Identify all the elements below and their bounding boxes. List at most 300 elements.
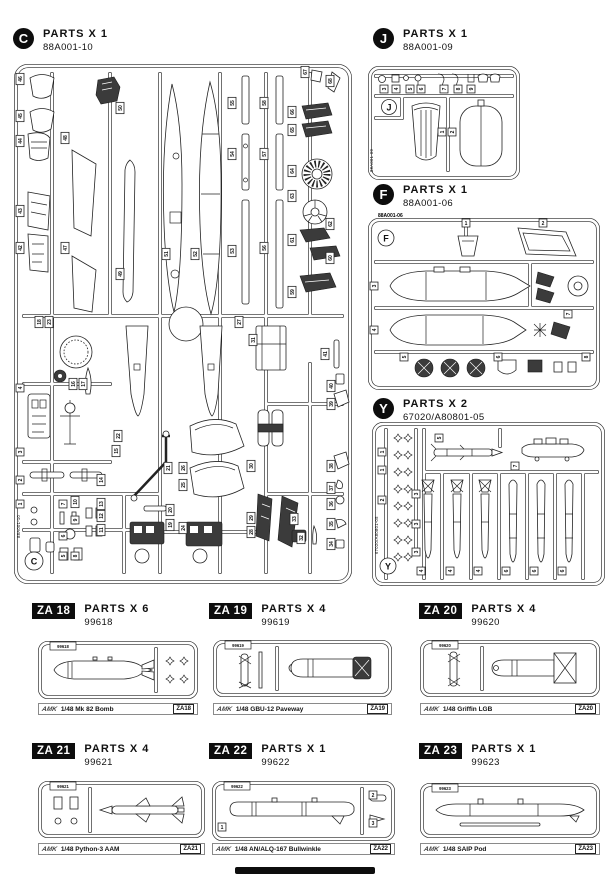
part-number-label [378, 496, 386, 504]
za18-badge: ZA 18 [32, 603, 75, 619]
part-number-label [582, 353, 590, 361]
za21-caption [38, 843, 205, 855]
part-number-label [166, 504, 174, 515]
svg-text:3: 3 [414, 522, 420, 526]
svg-text:48: 48 [63, 135, 69, 141]
svg-text:52: 52 [193, 251, 199, 257]
part-number-label [260, 97, 268, 108]
sprue-f-diagram [368, 210, 600, 390]
part-number-label [369, 791, 377, 799]
part-number-label [412, 520, 420, 528]
svg-text:16: 16 [71, 381, 77, 387]
part-number-label [321, 348, 329, 359]
svg-text:55: 55 [230, 100, 236, 106]
svg-text:13: 13 [99, 501, 105, 507]
fuel-tank-part [390, 315, 526, 345]
svg-text:65: 65 [290, 127, 296, 133]
svg-text:47: 47 [63, 245, 69, 251]
svg-text:2: 2 [541, 221, 545, 227]
brand-logo: AMK [215, 845, 232, 853]
part-number-label [164, 462, 172, 473]
za22-parts-count: PARTS X 1 [261, 743, 327, 755]
za20-badge: ZA 20 [419, 603, 462, 619]
part-number-label [116, 102, 124, 113]
sprue-j-letter: J [386, 102, 392, 113]
part-number-label [288, 190, 296, 201]
part-number-label [260, 148, 268, 159]
za18-frame-code: 99618 [57, 644, 69, 649]
za21-header [32, 743, 149, 769]
part-number-label [16, 135, 24, 146]
svg-text:60: 60 [328, 255, 334, 261]
svg-text:3: 3 [382, 87, 388, 91]
fuel-tank-part [390, 271, 530, 301]
sprue-j-edge-code: 88A001-09 [369, 148, 374, 172]
part-number-label [162, 248, 170, 259]
svg-text:51: 51 [164, 251, 170, 257]
part-number-label [400, 353, 408, 361]
part-number-label [446, 567, 454, 575]
part-number-label [191, 248, 199, 259]
svg-text:43: 43 [18, 208, 24, 214]
svg-text:19: 19 [168, 522, 174, 528]
svg-text:7: 7 [442, 87, 448, 91]
svg-text:9: 9 [73, 518, 79, 522]
za20-parts-count: PARTS X 4 [471, 603, 537, 615]
sprue-y-badge: Y [373, 398, 394, 419]
za22-frame-code: 99622 [231, 784, 243, 789]
za23-parts-count: PARTS X 1 [471, 743, 537, 755]
svg-text:12: 12 [99, 513, 105, 519]
part-number-label [61, 242, 69, 253]
svg-text:7: 7 [61, 502, 67, 506]
za19-tag: ZA19 [367, 704, 388, 714]
svg-text:56: 56 [262, 245, 268, 251]
part-number-label [166, 519, 174, 530]
sprue-j-badge: J [373, 28, 394, 49]
air-scoop-part [30, 75, 54, 99]
spine-part [123, 160, 135, 302]
part-number-label [438, 128, 446, 136]
svg-text:6: 6 [532, 569, 538, 573]
brand-logo: AMK [216, 705, 233, 713]
part-number-label [327, 538, 335, 549]
za20-diagram [420, 640, 600, 697]
part-number-label [16, 110, 24, 121]
za21-parts-count: PARTS X 4 [84, 743, 150, 755]
part-number-label [288, 234, 296, 245]
za18-parts-count: PARTS X 6 [84, 603, 150, 615]
svg-text:7: 7 [566, 312, 572, 316]
za22-weapon-name: 1/48 AN/ALQ-167 Bullwinkle [234, 845, 321, 853]
svg-text:59: 59 [290, 289, 296, 295]
sprue-j-code: 88A001-09 [403, 42, 454, 53]
sprue-j-header [373, 28, 468, 54]
svg-text:29: 29 [249, 515, 255, 521]
part-number-label [16, 205, 24, 216]
za22-badge: ZA 22 [209, 743, 252, 759]
svg-text:10: 10 [73, 499, 79, 505]
part-number-label [16, 384, 24, 392]
part-number-label [228, 245, 236, 256]
svg-text:49: 49 [118, 271, 124, 277]
svg-text:37: 37 [329, 485, 335, 491]
part-number-label [218, 823, 226, 831]
svg-text:27: 27 [237, 319, 243, 325]
za18-diagram [38, 641, 198, 699]
svg-text:66: 66 [290, 109, 296, 115]
svg-text:3: 3 [414, 492, 420, 496]
za22-tag: ZA22 [370, 844, 391, 854]
air-scoop-part [30, 109, 54, 133]
part-number-label [378, 448, 386, 456]
za19-caption [213, 703, 392, 715]
svg-text:41: 41 [323, 351, 329, 357]
part-number-label [79, 378, 87, 389]
za20-caption [420, 703, 600, 715]
part-number-label [539, 219, 547, 227]
svg-text:11: 11 [99, 527, 105, 533]
za23-weapon-name: 1/48 SAIP Pod [442, 845, 487, 853]
part-number-label [59, 532, 67, 540]
svg-text:2: 2 [371, 793, 375, 799]
svg-text:8: 8 [456, 87, 462, 91]
part-number-label [288, 165, 296, 176]
part-number-label [97, 510, 105, 521]
part-number-label [59, 500, 67, 508]
za18-header [32, 603, 149, 629]
page-footer-bar [235, 867, 375, 874]
sprue-j-parts-count: PARTS X 1 [403, 28, 469, 40]
za21-diagram [38, 781, 205, 838]
part-number-label [16, 242, 24, 253]
sprue-y-diagram [372, 422, 605, 586]
part-number-label [288, 286, 296, 297]
svg-text:22: 22 [116, 433, 122, 439]
part-number-label [290, 513, 298, 524]
sprue-f-parts-count: PARTS X 1 [403, 184, 469, 196]
part-number-label [179, 522, 187, 533]
part-number-label [16, 476, 24, 484]
svg-text:3: 3 [414, 550, 420, 554]
part-number-label [558, 567, 566, 575]
za22-code: 99622 [261, 757, 290, 768]
sprue-y-header [373, 398, 485, 424]
part-number-label [327, 482, 335, 493]
za18-tag: ZA18 [173, 704, 194, 714]
sprue-y-code: 67020/A80801-05 [403, 412, 485, 423]
part-number-label [249, 334, 257, 345]
part-number-label [327, 518, 335, 529]
svg-text:8: 8 [73, 554, 79, 558]
part-number-label [288, 106, 296, 117]
sprue-f-letter: F [383, 233, 389, 244]
svg-text:35: 35 [329, 521, 335, 527]
svg-text:4: 4 [18, 386, 24, 390]
part-number-label [247, 460, 255, 471]
part-number-label [16, 500, 24, 508]
svg-text:57: 57 [262, 151, 268, 157]
svg-text:1: 1 [440, 130, 446, 134]
sprue-y-parts-count: PARTS X 2 [403, 398, 469, 410]
svg-text:44: 44 [18, 138, 24, 144]
svg-text:15: 15 [114, 448, 120, 454]
part-number-label [412, 490, 420, 498]
part-number-label [112, 445, 120, 456]
za23-tag: ZA23 [575, 844, 596, 854]
part-number-label [454, 85, 462, 93]
sprue-c-code: 88A001-10 [43, 42, 94, 53]
svg-text:26: 26 [181, 465, 187, 471]
part-number-label [417, 567, 425, 575]
part-number-label [301, 66, 309, 77]
part-number-label [59, 552, 67, 560]
part-number-label [71, 516, 79, 524]
za18-caption [38, 703, 198, 715]
part-number-label [228, 97, 236, 108]
svg-text:4: 4 [448, 569, 454, 573]
sprue-c-header [13, 28, 108, 54]
part-number-label [326, 75, 334, 86]
svg-text:58: 58 [262, 100, 268, 106]
part-number-label [45, 316, 53, 327]
za21-frame-code: 99621 [57, 784, 69, 789]
za23-caption [420, 843, 600, 855]
svg-text:2: 2 [380, 498, 386, 502]
part-number-label [16, 448, 24, 456]
svg-text:3: 3 [371, 821, 375, 827]
part-number-label [369, 819, 377, 827]
turbine-fan-part [302, 159, 332, 189]
svg-text:25: 25 [181, 482, 187, 488]
svg-text:5: 5 [408, 87, 414, 91]
part-number-label [474, 567, 482, 575]
part-number-label [288, 124, 296, 135]
part-number-label [71, 552, 79, 560]
za20-header [419, 603, 536, 629]
part-number-label [179, 479, 187, 490]
sprue-f-edge-code: 88A001-06 [378, 213, 403, 219]
part-number-label [530, 567, 538, 575]
bomb-body-part [289, 657, 371, 679]
svg-text:24: 24 [181, 525, 187, 531]
svg-text:4: 4 [394, 87, 400, 91]
za23-header [419, 743, 536, 769]
brand-logo: AMK [423, 845, 440, 853]
za19-header [209, 603, 326, 629]
svg-text:1: 1 [220, 825, 224, 831]
part-number-label [71, 496, 79, 507]
sprue-y-letter: Y [384, 561, 392, 572]
part-number-label [392, 85, 400, 93]
za23-code: 99623 [471, 757, 500, 768]
part-number-label [406, 85, 414, 93]
part-number-label [116, 268, 124, 279]
pylon-part [458, 236, 478, 256]
svg-text:6: 6 [496, 355, 502, 359]
part-number-label [378, 466, 386, 474]
svg-text:40: 40 [329, 383, 335, 389]
svg-text:32: 32 [299, 535, 305, 541]
part-number-label [297, 532, 305, 543]
sprue-c-parts-count: PARTS X 1 [43, 28, 109, 40]
part-number-label [327, 460, 335, 471]
part-number-label [412, 548, 420, 556]
svg-text:31: 31 [251, 337, 257, 343]
svg-text:68: 68 [328, 78, 334, 84]
za19-diagram [213, 640, 392, 697]
za21-weapon-name: 1/48 Python-3 AAM [60, 845, 120, 853]
part-number-label [462, 219, 470, 227]
part-number-label [235, 316, 243, 327]
svg-text:4: 4 [419, 569, 425, 573]
part-number-label [511, 462, 519, 470]
sprue-j-diagram [368, 66, 520, 180]
za20-weapon-name: 1/48 Griffin LGB [442, 705, 493, 713]
svg-text:50: 50 [118, 105, 124, 111]
sprue-c-badge: C [13, 28, 34, 49]
part-number-label [494, 353, 502, 361]
brand-logo: AMK [423, 705, 440, 713]
za18-code: 99618 [84, 617, 113, 628]
svg-text:62: 62 [328, 221, 334, 227]
svg-text:4: 4 [476, 569, 482, 573]
za20-code: 99620 [471, 617, 500, 628]
part-number-label [435, 434, 443, 442]
part-number-label [97, 498, 105, 509]
svg-text:34: 34 [329, 541, 335, 547]
svg-text:23: 23 [47, 319, 53, 325]
za22-caption [212, 843, 395, 855]
part-number-label [327, 380, 335, 391]
svg-text:64: 64 [290, 168, 296, 174]
part-number-label [247, 526, 255, 537]
za23-diagram [420, 783, 600, 838]
part-number-label [448, 128, 456, 136]
part-number-label [69, 378, 77, 389]
part-number-label [327, 498, 335, 509]
za21-badge: ZA 21 [32, 743, 75, 759]
svg-text:6: 6 [61, 534, 67, 538]
svg-text:38: 38 [329, 463, 335, 469]
part-number-label [502, 567, 510, 575]
part-number-label [97, 524, 105, 535]
svg-text:36: 36 [329, 501, 335, 507]
part-number-label [247, 512, 255, 523]
part-number-label [327, 398, 335, 409]
part-number-label [228, 148, 236, 159]
svg-text:30: 30 [249, 463, 255, 469]
svg-text:45: 45 [18, 113, 24, 119]
svg-text:14: 14 [99, 477, 105, 483]
svg-text:21: 21 [166, 465, 172, 471]
part-number-label [417, 85, 425, 93]
svg-text:6: 6 [504, 569, 510, 573]
svg-text:3: 3 [18, 450, 24, 454]
za22-header [209, 743, 326, 769]
svg-text:42: 42 [18, 245, 24, 251]
brand-logo: AMK [41, 705, 58, 713]
za22-diagram [212, 781, 395, 841]
za23-frame-code: 99623 [439, 786, 451, 791]
part-number-label [16, 73, 24, 84]
svg-text:6: 6 [560, 569, 566, 573]
za19-code: 99619 [261, 617, 290, 628]
svg-text:9: 9 [469, 87, 475, 91]
svg-text:17: 17 [81, 381, 87, 387]
svg-text:28: 28 [249, 529, 255, 535]
part-number-label [97, 474, 105, 485]
svg-text:4: 4 [372, 328, 378, 332]
svg-text:1: 1 [18, 502, 24, 506]
nose-cone-parts [415, 359, 485, 377]
svg-text:1: 1 [464, 221, 468, 227]
svg-text:18: 18 [37, 319, 43, 325]
part-number-label [61, 132, 69, 143]
svg-text:7: 7 [513, 464, 519, 468]
sprue-f-header [373, 184, 468, 210]
svg-text:2: 2 [18, 478, 24, 482]
part-number-label [467, 85, 475, 93]
svg-text:5: 5 [402, 355, 408, 359]
part-number-label [260, 242, 268, 253]
svg-text:1: 1 [380, 450, 386, 454]
svg-text:63: 63 [290, 193, 296, 199]
part-number-label [564, 310, 572, 318]
sprue-c-letter: C [30, 556, 38, 567]
za21-tag: ZA21 [180, 844, 201, 854]
za19-badge: ZA 19 [209, 603, 252, 619]
svg-text:67: 67 [303, 69, 309, 75]
part-number-label [326, 218, 334, 229]
za23-badge: ZA 23 [419, 743, 462, 759]
svg-text:46: 46 [18, 76, 24, 82]
za19-frame-code: 99619 [232, 643, 244, 648]
svg-text:20: 20 [168, 507, 174, 513]
sprue-c-edge-code: 88A001-10 [16, 514, 21, 538]
part-number-label [114, 430, 122, 441]
part-number-label [326, 252, 334, 263]
sprue-f-badge: F [373, 184, 394, 205]
svg-text:1: 1 [380, 468, 386, 472]
svg-text:6: 6 [419, 87, 425, 91]
za19-parts-count: PARTS X 4 [261, 603, 327, 615]
part-number-label [179, 462, 187, 473]
wheel-part [303, 200, 327, 224]
svg-text:53: 53 [230, 248, 236, 254]
za18-weapon-name: 1/48 Mk 82 Bomb [60, 705, 114, 713]
sprue-y-edge-code: 67020/A80801-05 [374, 516, 379, 554]
za19-weapon-name: 1/48 GBU-12 Paveway [235, 705, 304, 713]
svg-text:2: 2 [450, 130, 456, 134]
part-number-label [370, 282, 378, 290]
svg-text:8: 8 [584, 355, 590, 359]
ring-part [169, 307, 203, 341]
part-number-label [35, 316, 43, 327]
sprue-c-diagram [14, 64, 352, 584]
za21-code: 99621 [84, 757, 113, 768]
svg-text:61: 61 [290, 237, 296, 243]
za20-frame-code: 99620 [439, 643, 451, 648]
za20-tag: ZA20 [575, 704, 596, 714]
part-number-label [440, 85, 448, 93]
svg-text:3: 3 [372, 284, 378, 288]
svg-text:54: 54 [230, 151, 236, 157]
svg-text:5: 5 [61, 554, 67, 558]
svg-text:5: 5 [437, 436, 443, 440]
svg-text:39: 39 [329, 401, 335, 407]
part-number-label [380, 85, 388, 93]
